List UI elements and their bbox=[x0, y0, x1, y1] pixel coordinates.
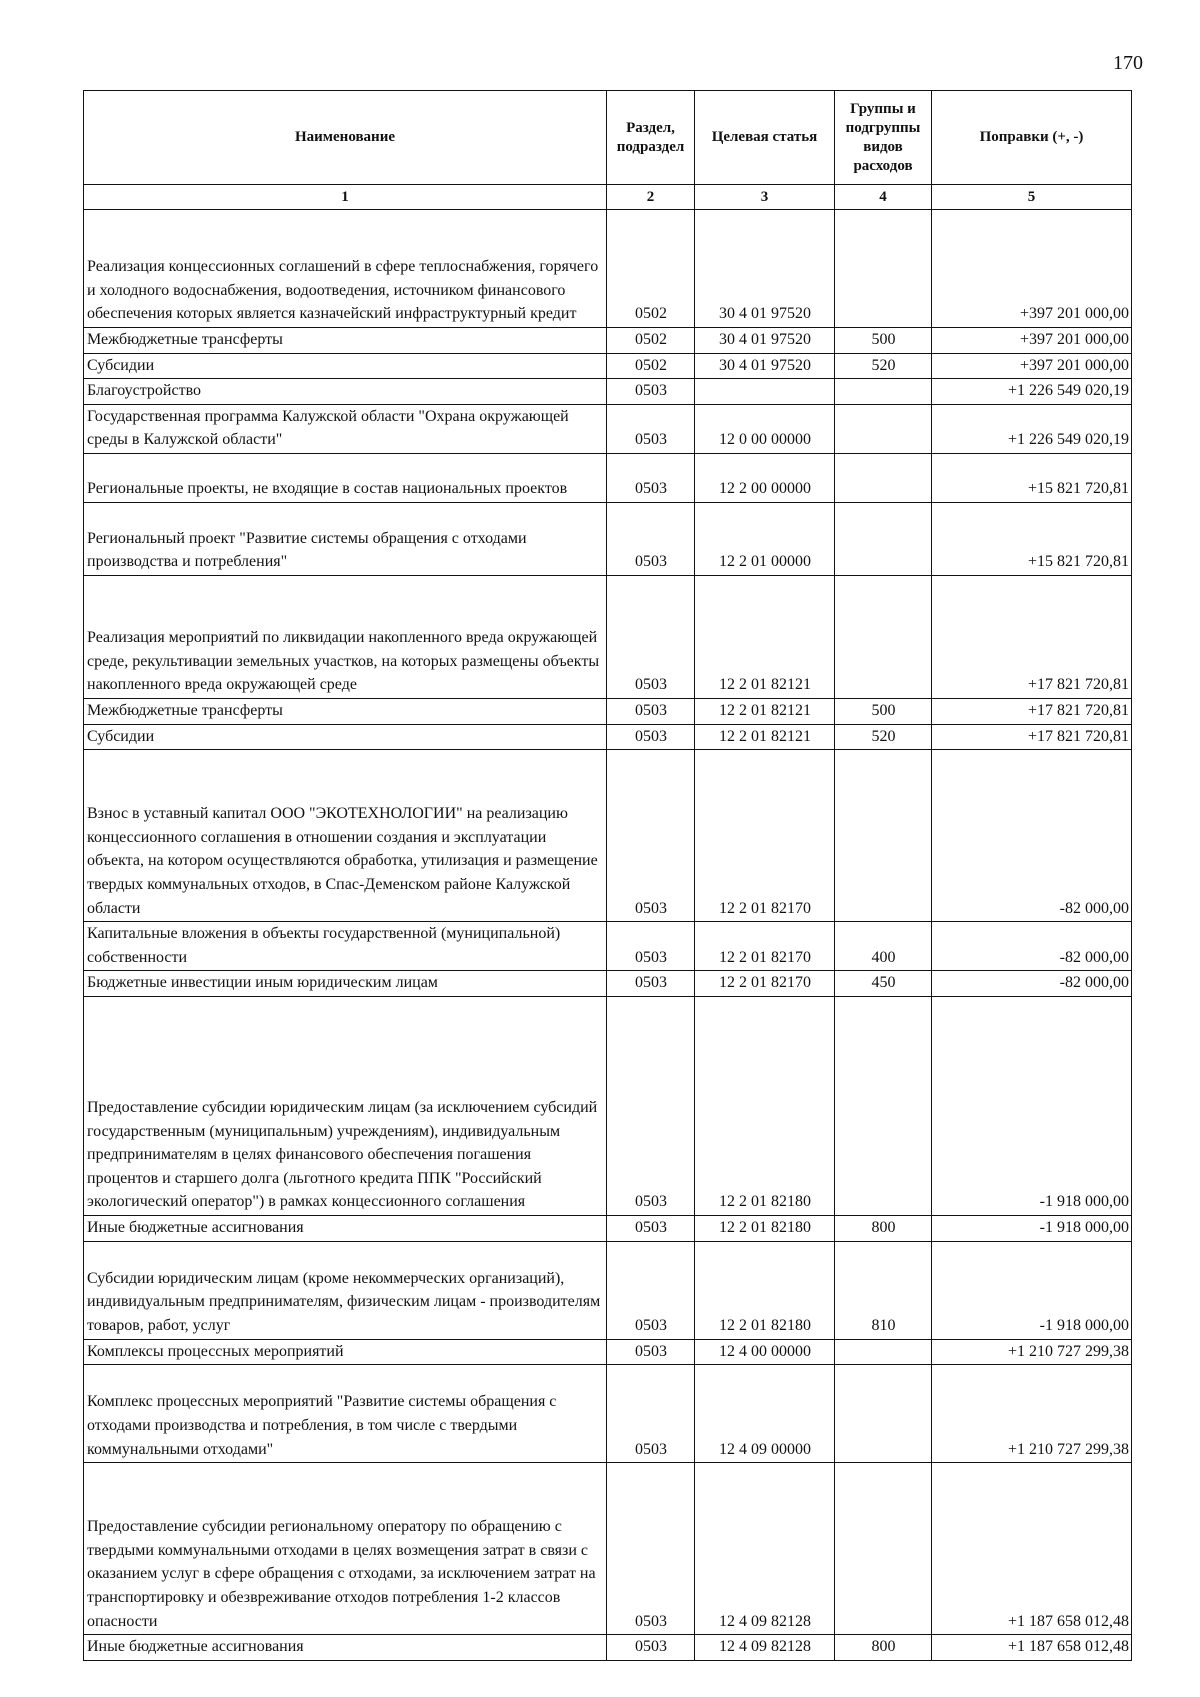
cell-name: Благоустройство bbox=[84, 379, 607, 405]
cell-article: 12 2 00 00000 bbox=[695, 453, 835, 502]
cell-section: 0503 bbox=[607, 750, 695, 922]
cell-name: Субсидии юридическим лицам (кроме некоммерческих организаций), индивидуальным предпринимателям, физическим лицам - производителям товаров, работ, услуг bbox=[84, 1241, 607, 1339]
cell-group bbox=[835, 502, 932, 575]
table-row bbox=[84, 353, 1132, 379]
cell-amount: +17 821 720,81 bbox=[932, 724, 1132, 750]
cell-section: 0503 bbox=[607, 1635, 695, 1661]
table-row bbox=[84, 328, 1132, 354]
table-row bbox=[84, 698, 1132, 724]
cell-name: Субсидии bbox=[84, 724, 607, 750]
cell-section: 0503 bbox=[607, 1463, 695, 1635]
cell-group: 400 bbox=[835, 922, 932, 971]
cell-name: Государственная программа Калужской области "Охрана окружающей среды в Калужской области" bbox=[84, 404, 607, 453]
cell-article: 12 2 01 82121 bbox=[695, 575, 835, 698]
cell-name: Иные бюджетные ассигнования bbox=[84, 1215, 607, 1241]
cell-article: 12 2 01 82170 bbox=[695, 922, 835, 971]
cell-section: 0503 bbox=[607, 971, 695, 997]
column-number: 1 bbox=[84, 185, 607, 210]
cell-amount: +1 210 727 299,38 bbox=[932, 1339, 1132, 1365]
cell-amount: +397 201 000,00 bbox=[932, 353, 1132, 379]
table-row bbox=[84, 971, 1132, 997]
cell-amount: +1 210 727 299,38 bbox=[932, 1365, 1132, 1463]
cell-section: 0502 bbox=[607, 210, 695, 328]
cell-group: 450 bbox=[835, 971, 932, 997]
cell-amount: +17 821 720,81 bbox=[932, 575, 1132, 698]
cell-section: 0503 bbox=[607, 724, 695, 750]
cell-section: 0503 bbox=[607, 1365, 695, 1463]
cell-amount: +1 187 658 012,48 bbox=[932, 1463, 1132, 1635]
cell-section: 0502 bbox=[607, 353, 695, 379]
cell-amount: -82 000,00 bbox=[932, 922, 1132, 971]
header-group: Группы и подгруппы видов расходов bbox=[835, 91, 932, 185]
cell-article: 12 4 09 00000 bbox=[695, 1365, 835, 1463]
cell-amount: -1 918 000,00 bbox=[932, 1241, 1132, 1339]
table-row bbox=[84, 750, 1132, 922]
cell-group bbox=[835, 1339, 932, 1365]
budget-amendments-table bbox=[83, 90, 1132, 1661]
cell-section: 0503 bbox=[607, 1339, 695, 1365]
table-row bbox=[84, 453, 1132, 502]
header-amount: Поправки (+, -) bbox=[932, 91, 1132, 185]
cell-article: 12 2 01 82170 bbox=[695, 971, 835, 997]
table-body bbox=[84, 210, 1132, 1661]
cell-article: 30 4 01 97520 bbox=[695, 210, 835, 328]
cell-group bbox=[835, 379, 932, 405]
cell-article: 12 2 01 82180 bbox=[695, 1215, 835, 1241]
cell-group bbox=[835, 404, 932, 453]
cell-group bbox=[835, 453, 932, 502]
cell-amount: +1 226 549 020,19 bbox=[932, 404, 1132, 453]
cell-article: 12 2 01 82180 bbox=[695, 1241, 835, 1339]
cell-article: 12 2 01 82121 bbox=[695, 724, 835, 750]
cell-amount: +1 187 658 012,48 bbox=[932, 1635, 1132, 1661]
cell-article: 12 4 09 82128 bbox=[695, 1635, 835, 1661]
cell-group: 800 bbox=[835, 1635, 932, 1661]
cell-name: Реализация концессионных соглашений в сфере теплоснабжения, горячего и холодного водоснабжения, водоотведения, источником финансового обеспечения которых является казначейский инфраструктурный кредит bbox=[84, 210, 607, 328]
table-row bbox=[84, 1635, 1132, 1661]
cell-group bbox=[835, 996, 932, 1215]
cell-section: 0503 bbox=[607, 404, 695, 453]
cell-group: 520 bbox=[835, 353, 932, 379]
cell-section: 0503 bbox=[607, 698, 695, 724]
cell-group bbox=[835, 1463, 932, 1635]
table-row bbox=[84, 1215, 1132, 1241]
cell-amount: +17 821 720,81 bbox=[932, 698, 1132, 724]
cell-group: 500 bbox=[835, 698, 932, 724]
cell-group bbox=[835, 1365, 932, 1463]
cell-section: 0502 bbox=[607, 328, 695, 354]
cell-name: Субсидии bbox=[84, 353, 607, 379]
table-row bbox=[84, 210, 1132, 328]
cell-name: Взнос в уставный капитал ООО "ЭКОТЕХНОЛОГИИ" на реализацию концессионного соглашения в отношении создания и эксплуатации объекта, на котором осуществляются обработка, утилизация и размещение твердых коммунальных отходов, в Спас-Деменском районе Калужской области bbox=[84, 750, 607, 922]
cell-amount: -82 000,00 bbox=[932, 750, 1132, 922]
cell-name: Реализация мероприятий по ликвидации накопленного вреда окружающей среде, рекультивации земельных участков, на которых размещены объекты накопленного вреда окружающей среде bbox=[84, 575, 607, 698]
cell-article: 30 4 01 97520 bbox=[695, 328, 835, 354]
cell-article: 12 2 01 82121 bbox=[695, 698, 835, 724]
table-row bbox=[84, 1241, 1132, 1339]
header-section: Раздел, подраздел bbox=[607, 91, 695, 185]
cell-name: Бюджетные инвестиции иным юридическим лицам bbox=[84, 971, 607, 997]
column-number: 3 bbox=[695, 185, 835, 210]
cell-article: 12 2 01 00000 bbox=[695, 502, 835, 575]
cell-group bbox=[835, 210, 932, 328]
cell-article: 12 4 00 00000 bbox=[695, 1339, 835, 1365]
table-row bbox=[84, 404, 1132, 453]
cell-amount: -82 000,00 bbox=[932, 971, 1132, 997]
table-row bbox=[84, 1339, 1132, 1365]
cell-name: Межбюджетные трансферты bbox=[84, 698, 607, 724]
cell-section: 0503 bbox=[607, 996, 695, 1215]
cell-section: 0503 bbox=[607, 379, 695, 405]
cell-group: 500 bbox=[835, 328, 932, 354]
cell-group: 520 bbox=[835, 724, 932, 750]
column-number: 4 bbox=[835, 185, 932, 210]
table-row bbox=[84, 1365, 1132, 1463]
cell-group: 800 bbox=[835, 1215, 932, 1241]
cell-section: 0503 bbox=[607, 502, 695, 575]
cell-name: Комплексы процессных мероприятий bbox=[84, 1339, 607, 1365]
cell-group: 810 bbox=[835, 1241, 932, 1339]
cell-article: 12 0 00 00000 bbox=[695, 404, 835, 453]
page-number: 170 bbox=[1113, 52, 1143, 74]
cell-name: Межбюджетные трансферты bbox=[84, 328, 607, 354]
table-row bbox=[84, 922, 1132, 971]
cell-amount: -1 918 000,00 bbox=[932, 1215, 1132, 1241]
cell-section: 0503 bbox=[607, 453, 695, 502]
cell-name: Региональный проект "Развитие системы обращения с отходами производства и потребления" bbox=[84, 502, 607, 575]
table-row bbox=[84, 1463, 1132, 1635]
table-row bbox=[84, 379, 1132, 405]
cell-article: 12 4 09 82128 bbox=[695, 1463, 835, 1635]
cell-section: 0503 bbox=[607, 1215, 695, 1241]
cell-group bbox=[835, 750, 932, 922]
cell-section: 0503 bbox=[607, 1241, 695, 1339]
cell-article: 12 2 01 82180 bbox=[695, 996, 835, 1215]
cell-group bbox=[835, 575, 932, 698]
header-article: Целевая статья bbox=[695, 91, 835, 185]
table-row bbox=[84, 502, 1132, 575]
cell-amount: +397 201 000,00 bbox=[932, 210, 1132, 328]
header-name: Наименование bbox=[84, 91, 607, 185]
cell-name: Региональные проекты, не входящие в состав национальных проектов bbox=[84, 453, 607, 502]
column-number: 5 bbox=[932, 185, 1132, 210]
cell-name: Предоставление субсидии юридическим лицам (за исключением субсидий государственным (муниципальным) учреждениям), индивидуальным предпринимателям в целях финансового обеспечения погашения процентов и старшего долга (льготного кредита ППК "Российский экологический оператор") в рамках концессионного соглашения bbox=[84, 996, 607, 1215]
cell-article: 12 2 01 82170 bbox=[695, 750, 835, 922]
column-number: 2 bbox=[607, 185, 695, 210]
cell-article: 30 4 01 97520 bbox=[695, 353, 835, 379]
cell-amount: -1 918 000,00 bbox=[932, 996, 1132, 1215]
table-row bbox=[84, 996, 1132, 1215]
cell-name: Капитальные вложения в объекты государственной (муниципальной) собственности bbox=[84, 922, 607, 971]
table-row bbox=[84, 724, 1132, 750]
cell-name: Комплекс процессных мероприятий "Развитие системы обращения с отходами производства и потребления, в том числе с твердыми коммунальными отходами" bbox=[84, 1365, 607, 1463]
cell-amount: +15 821 720,81 bbox=[932, 502, 1132, 575]
cell-section: 0503 bbox=[607, 922, 695, 971]
cell-amount: +15 821 720,81 bbox=[932, 453, 1132, 502]
cell-amount: +1 226 549 020,19 bbox=[932, 379, 1132, 405]
cell-article bbox=[695, 379, 835, 405]
table-row bbox=[84, 575, 1132, 698]
cell-section: 0503 bbox=[607, 575, 695, 698]
cell-name: Иные бюджетные ассигнования bbox=[84, 1635, 607, 1661]
cell-amount: +397 201 000,00 bbox=[932, 328, 1132, 354]
cell-name: Предоставление субсидии региональному оператору по обращению с твердыми коммунальными отходами в целях возмещения затрат в связи с оказанием услуг в сфере обращения с отходами, за исключением затрат на транспортировку и обезвреживание отходов потребления 1-2 классов опасности bbox=[84, 1463, 607, 1635]
